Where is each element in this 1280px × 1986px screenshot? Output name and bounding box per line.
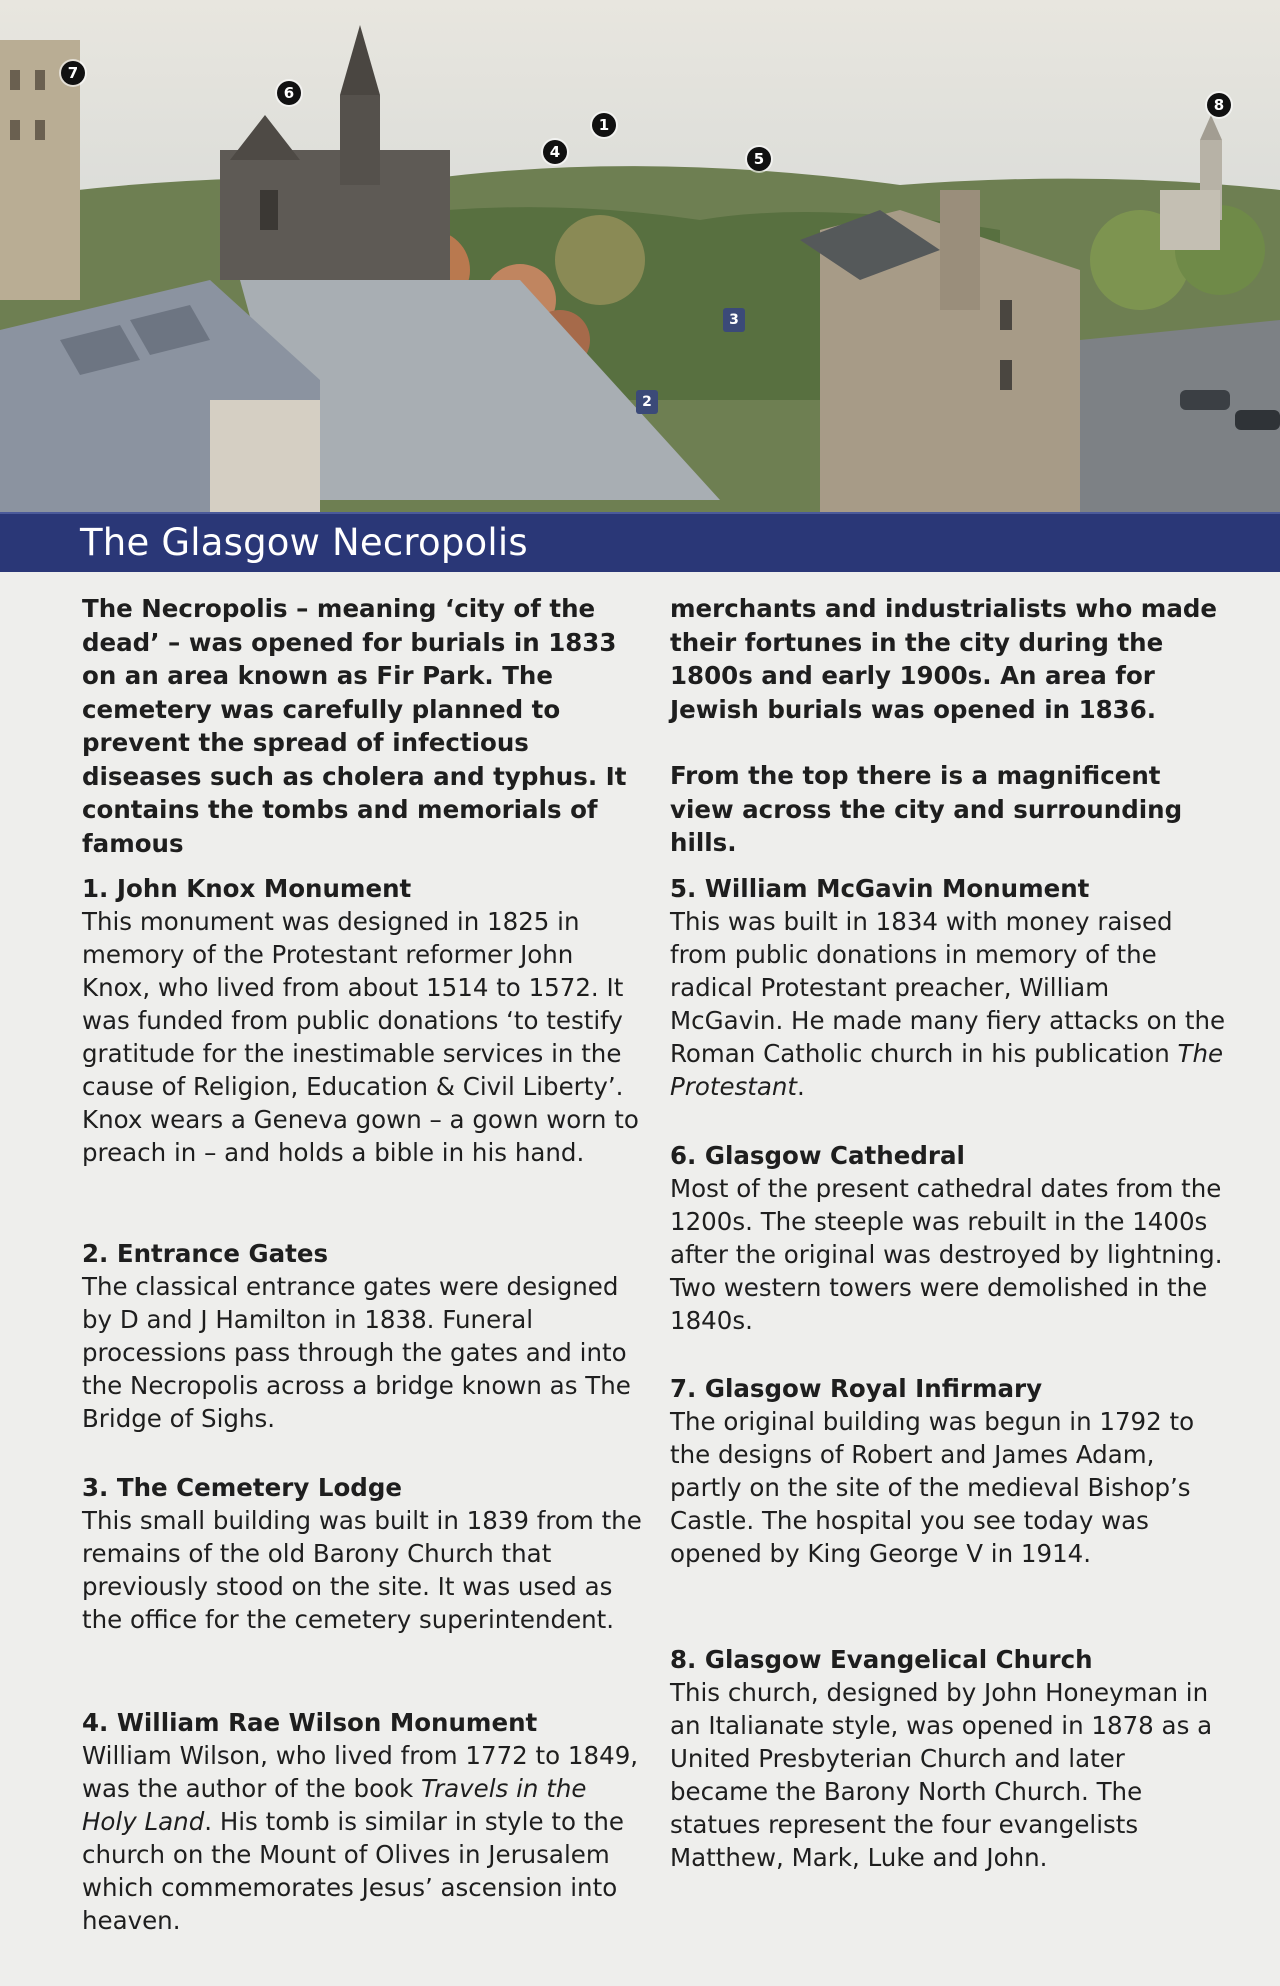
section-heading: 2. Entrance Gates — [82, 1239, 329, 1268]
intro-left-text: The Necropolis – meaning ‘city of the dead’ – was opened for burials in 1833 on an area known as Fir Park. The cemetery was carefully planned to prevent the spread of infectious diseases such as cholera and typhus. It contains the tombs and memorials of famous — [82, 594, 627, 858]
section-john-knox-monument — [82, 872, 642, 1169]
intro-right-text-1: merchants and industrialists who made their fortunes in the city during the 1800s and early 1900s. An area for Jewish burials was opened in 1836. — [670, 594, 1218, 724]
section-heading: 6. Glasgow Cathedral — [670, 1141, 965, 1170]
panorama-photo — [0, 0, 1280, 512]
section-glasgow-royal-infirmary — [670, 1372, 1230, 1570]
section-william-rae-wilson-monument — [82, 1706, 642, 1937]
marker-7: 7 — [61, 61, 85, 85]
section-text: Most of the present cathedral dates from the 1200s. The steeple was rebuilt in the 1400s after the original was destroyed by lightning. Two western towers were demolished in the 1840s. — [670, 1174, 1223, 1335]
section-heading: 3. The Cemetery Lodge — [82, 1473, 402, 1502]
marker-4: 4 — [543, 140, 567, 164]
marker-1: 1 — [592, 113, 616, 137]
title-bar — [0, 512, 1280, 572]
section-text: William Wilson, who lived from 1772 to 1849, was the author of the book Travels in the Holy Land. His tomb is similar in style to the church on the Mount of Olives in Jerusalem which commemorates Jesus’ ascension into heaven. — [82, 1741, 639, 1935]
section-heading: 1. John Knox Monument — [82, 874, 412, 903]
section-entrance-gates — [82, 1237, 642, 1435]
section-text: This church, designed by John Honeyman in an Italianate style, was opened in 1878 as a United Presbyterian Church and later became the Barony North Church. The statues represent the four evangelists Matthew, Mark, Luke and John. — [670, 1678, 1213, 1872]
section-text: This small building was built in 1839 from the remains of the old Barony Church that previously stood on the site. It was used as the office for the cemetery superintendent. — [82, 1506, 642, 1634]
section-glasgow-cathedral — [670, 1139, 1230, 1337]
page-title: The Glasgow Necropolis — [80, 521, 528, 564]
section-heading: 8. Glasgow Evangelical Church — [670, 1645, 1093, 1674]
marker-3: 3 — [723, 308, 745, 332]
marker-6: 6 — [277, 81, 301, 105]
intro-right-text-2: From the top there is a magnificent view across the city and surrounding hills. — [670, 761, 1183, 857]
marker-8: 8 — [1207, 93, 1231, 117]
section-cemetery-lodge — [82, 1471, 642, 1636]
book-title: Travels in the Holy Land — [82, 1774, 587, 1836]
section-text: This was built in 1834 with money raised from public donations in memory of the radical Protestant preacher, William McGavin. He made many fiery attacks on the Roman Catholic church in his publication The Protestant. — [670, 907, 1226, 1101]
intro-left-column — [82, 592, 642, 860]
section-text: The classical entrance gates were designed by D and J Hamilton in 1838. Funeral processions pass through the gates and into the Necropolis across a bridge known as The Bridge of Sighs. — [82, 1272, 631, 1433]
section-heading: 4. William Rae Wilson Monument — [82, 1708, 538, 1737]
section-william-mcgavin-monument — [670, 872, 1230, 1103]
section-heading: 5. William McGavin Monument — [670, 874, 1090, 903]
intro-right-column — [670, 592, 1230, 860]
publication-title: The Protestant — [670, 1039, 1224, 1101]
marker-5: 5 — [747, 147, 771, 171]
panorama-illustration — [0, 0, 1280, 512]
section-glasgow-evangelical-church — [670, 1643, 1230, 1874]
section-text: This monument was designed in 1825 in memory of the Protestant reformer John Knox, who lived from about 1514 to 1572. It was funded from public donations ‘to testify gratitude for the inestimable services in the cause of Religion, Education & Civil Liberty’. Knox wears a Geneva gown – a gown worn to preach in – and holds a bible in his hand. — [82, 907, 639, 1167]
marker-2: 2 — [636, 390, 658, 414]
section-heading: 7. Glasgow Royal Infirmary — [670, 1374, 1043, 1403]
section-text: The original building was begun in 1792 to the designs of Robert and James Adam, partly on the site of the medieval Bishop’s Castle. The hospital you see today was opened by King George V in 1914. — [670, 1407, 1195, 1568]
